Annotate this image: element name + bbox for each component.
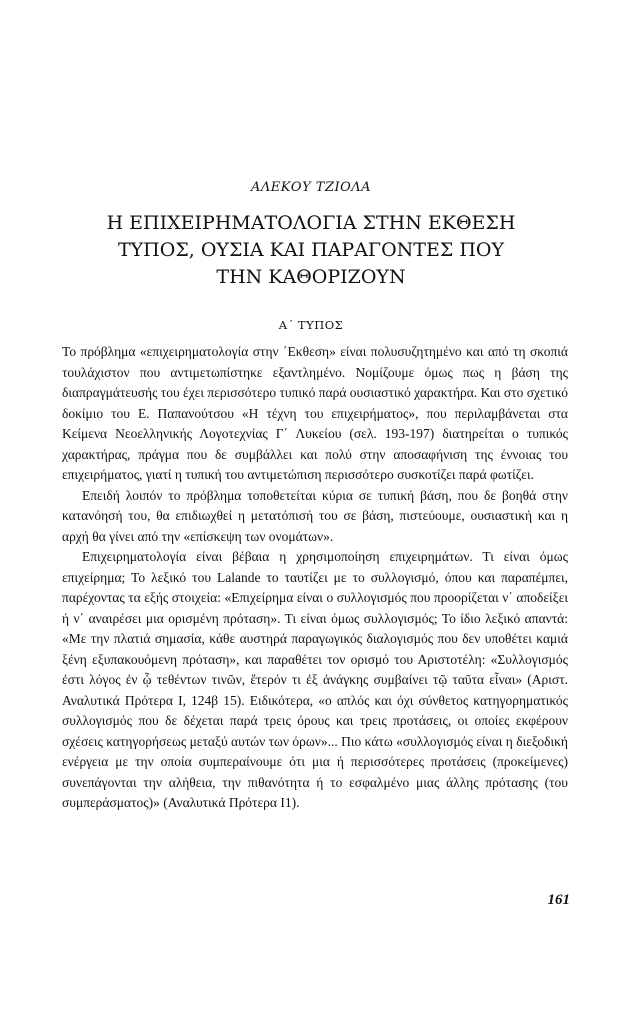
- title-line: ΤΗΝ ΚΑΘΟΡΙΖΟΥΝ: [216, 266, 406, 288]
- paragraph: Το πρόβλημα «επιχειρηματολογία στην ΄Εκθεση» είναι πολυσυζητημένο και από τη σκοπιά τουλάχιστον που αντιμετωπίστηκε εξαντλημένο. Νομίζουμε όμως πως η βάση της διαπραγμάτευσής του έχει περισσότερο τυπικό παρά ουσιαστικό χαρακτήρα. Και στο σχετικό δοκίμιο του Ε. Παπανούτσου «Η τέχνη του επιχειρήματος», που περιλαμβάνεται στα Κείμενα Νεοελληνικής Λογοτεχνίας Γ΄ Λυκείου (σελ. 193-197) διατηρείται ο τυπικός χαρακτήρας, πράγμα που δε συμβάλλει και πολύ στην αποσαφήνιση της έννοιας του επιχειρήματος, γιατί η τυπική του αντιμετώπιση περισσότερο συσκοτίζει παρά φωτίζει.: [62, 344, 568, 482]
- section-heading: Α΄ ΤΥΠΟΣ: [278, 318, 344, 332]
- title-line: ΤΥΠΟΣ, ΟΥΣΙΑ ΚΑΙ ΠΑΡΑΓΟΝΤΕΣ ΠΟΥ: [117, 239, 505, 261]
- paragraph: Επειδή λοιπόν το πρόβλημα τοποθετείται κύρια σε τυπική βάση, που δε βοηθά στην κατανόησή του, θα επιδιωχθεί η μετατόπισή του σε βάση, πιστεύουμε, ουσιαστική και η αρχή θα γίνει από την «επίσκεψη των ονομάτων».: [62, 487, 568, 544]
- article-title: [0, 210, 622, 291]
- title-line: Η ΕΠΙΧΕΙΡΗΜΑΤΟΛΟΓΙΑ ΣΤΗΝ ΕΚΘΕΣΗ: [106, 212, 516, 234]
- author-name: ΑΛΕΚΟΥ ΤΖΙΟΛΑ: [250, 180, 372, 195]
- page-number: 161: [547, 892, 570, 908]
- body-text: [62, 342, 568, 814]
- paragraph: Επιχειρηματολογία είναι βέβαια η χρησιμοποίηση επιχειρημάτων. Τι είναι όμως επιχείρημα; Το λεξικό του Lalande το ταυτίζει με το συλλογισμό, όπου και παραπέμπει, παρέχοντας τα εξής στοιχεία: «Επιχείρημα είναι ο συλλογισμός που προορίζεται ν΄ αποδείξει ή ν΄ αναιρέσει μια ορισμένη πρόταση». Τι είναι όμως συλλογισμός; Το ίδιο λεξικό απαντά: «Με την πλατιά σημασία, κάθε αυστηρά παραγωγικός διαλογισμός που δεν υποθέτει καμιά ξένη εξυπακουόμενη πρόταση», και παραθέτει τον ορισμό του Αριστοτέλη: «Συλλογισμός ἐστι λόγος ἐν ᾧ τεθέντων τινῶν, ἕτερόν τι ἐξ ἀνάγκης συμβαίνει τῷ ταῦτα εἶναι» (Αριστ. Αναλυτικά Πρότερα Ι, 124β 15). Ειδικότερα, «ο απλός και όχι σύνθετος κατηγορηματικός συλλογισμός που δε δέχεται παρά τρεις όρους και τρεις προτάσεις, οι οποίες εκφέρουν σχέσεις κατηγορήσεως μεταξύ αυτών των όρων»... Πιο κάτω «συλλογισμός είναι η διεξοδική ενέργεια με την οποία συμπεραίνουμε ότι μια ή περισσότερες προτάσεις (προκείμενες) συνεπάγονται την αλήθεια, την πιθανότητα ή το εσφαλμένο μιας άλλης πρότασης (του συμπεράσματος)» (Αναλυτικά Πρότερα Ι1).: [62, 549, 568, 810]
